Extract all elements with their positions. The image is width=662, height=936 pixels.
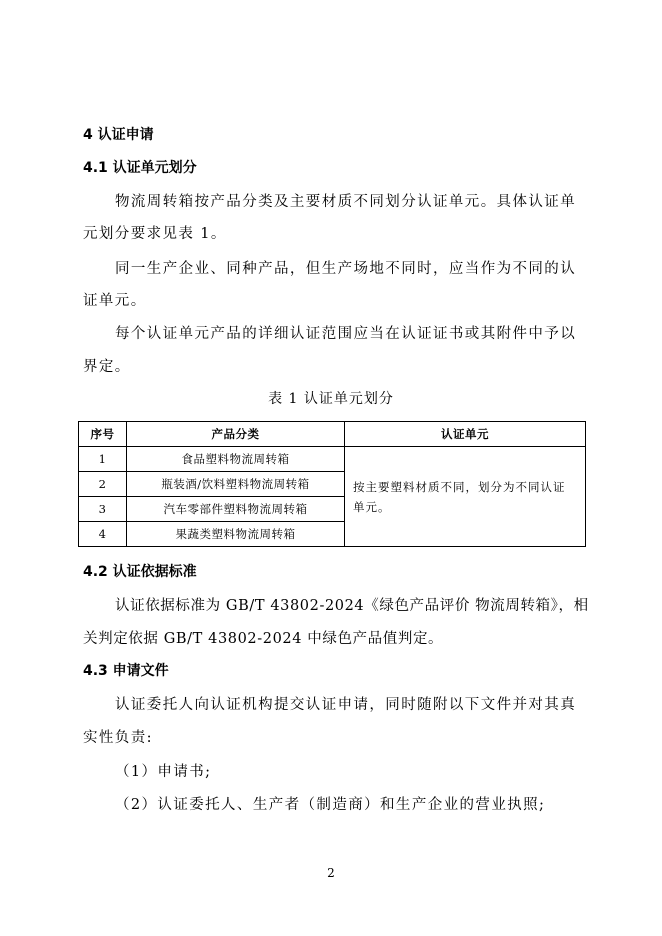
header-unit: 认证单元: [345, 422, 586, 447]
page-number: 2: [327, 866, 335, 880]
para-4-2-line1: 认证依据标准为 GB/T 43802-2024《绿色产品评价 物流周转箱》，相: [115, 598, 589, 614]
header-category: 产品分类: [127, 422, 345, 447]
para-4-1-2-line2: 证单元。: [83, 293, 147, 309]
para-4-3-line2: 实性负责:: [83, 730, 153, 746]
cell-no: 2: [79, 472, 127, 497]
cell-category: 果蔬类塑料物流周转箱: [127, 522, 345, 547]
section-4-3-heading: 4.3 申请文件: [83, 663, 169, 679]
header-no: 序号: [79, 422, 127, 447]
list-item-1: （1）申请书;: [115, 764, 212, 780]
cell-category: 瓶装酒/饮料塑料物流周转箱: [127, 472, 345, 497]
cell-unit-merged: 按主要塑料材质不同，划分为不同认证单元。: [345, 447, 586, 547]
cell-category: 食品塑料物流周转箱: [127, 447, 345, 472]
para-4-1-3-line2: 界定。: [83, 359, 131, 375]
cell-no: 3: [79, 497, 127, 522]
para-4-3-line1: 认证委托人向认证机构提交认证申请，同时随附以下文件并对其真: [115, 697, 577, 713]
section-4-2-heading: 4.2 认证依据标准: [83, 564, 197, 580]
cell-no: 1: [79, 447, 127, 472]
section-4-heading: 4 认证申请: [83, 127, 154, 143]
table-header-row: [79, 422, 586, 447]
section-4-1-heading: 4.1 认证单元划分: [83, 160, 197, 176]
para-4-1-1-line1: 物流周转箱按产品分类及主要材质不同划分认证单元。具体认证单: [115, 194, 577, 210]
table-1-caption: 表 1 认证单元划分: [268, 391, 394, 407]
cell-category: 汽车零部件塑料物流周转箱: [127, 497, 345, 522]
para-4-1-1-line2: 元划分要求见表 1。: [83, 226, 227, 242]
para-4-2-line2: 关判定依据 GB/T 43802-2024 中绿色产品值判定。: [83, 631, 444, 647]
para-4-1-2-line1: 同一生产企业、同种产品，但生产场地不同时，应当作为不同的认: [115, 261, 577, 277]
table-row: [79, 447, 586, 472]
list-item-2: （2）认证委托人、生产者（制造商）和生产企业的营业执照;: [115, 797, 546, 813]
certification-unit-table: [78, 421, 586, 547]
cell-no: 4: [79, 522, 127, 547]
para-4-1-3-line1: 每个认证单元产品的详细认证范围应当在认证证书或其附件中予以: [115, 326, 577, 342]
